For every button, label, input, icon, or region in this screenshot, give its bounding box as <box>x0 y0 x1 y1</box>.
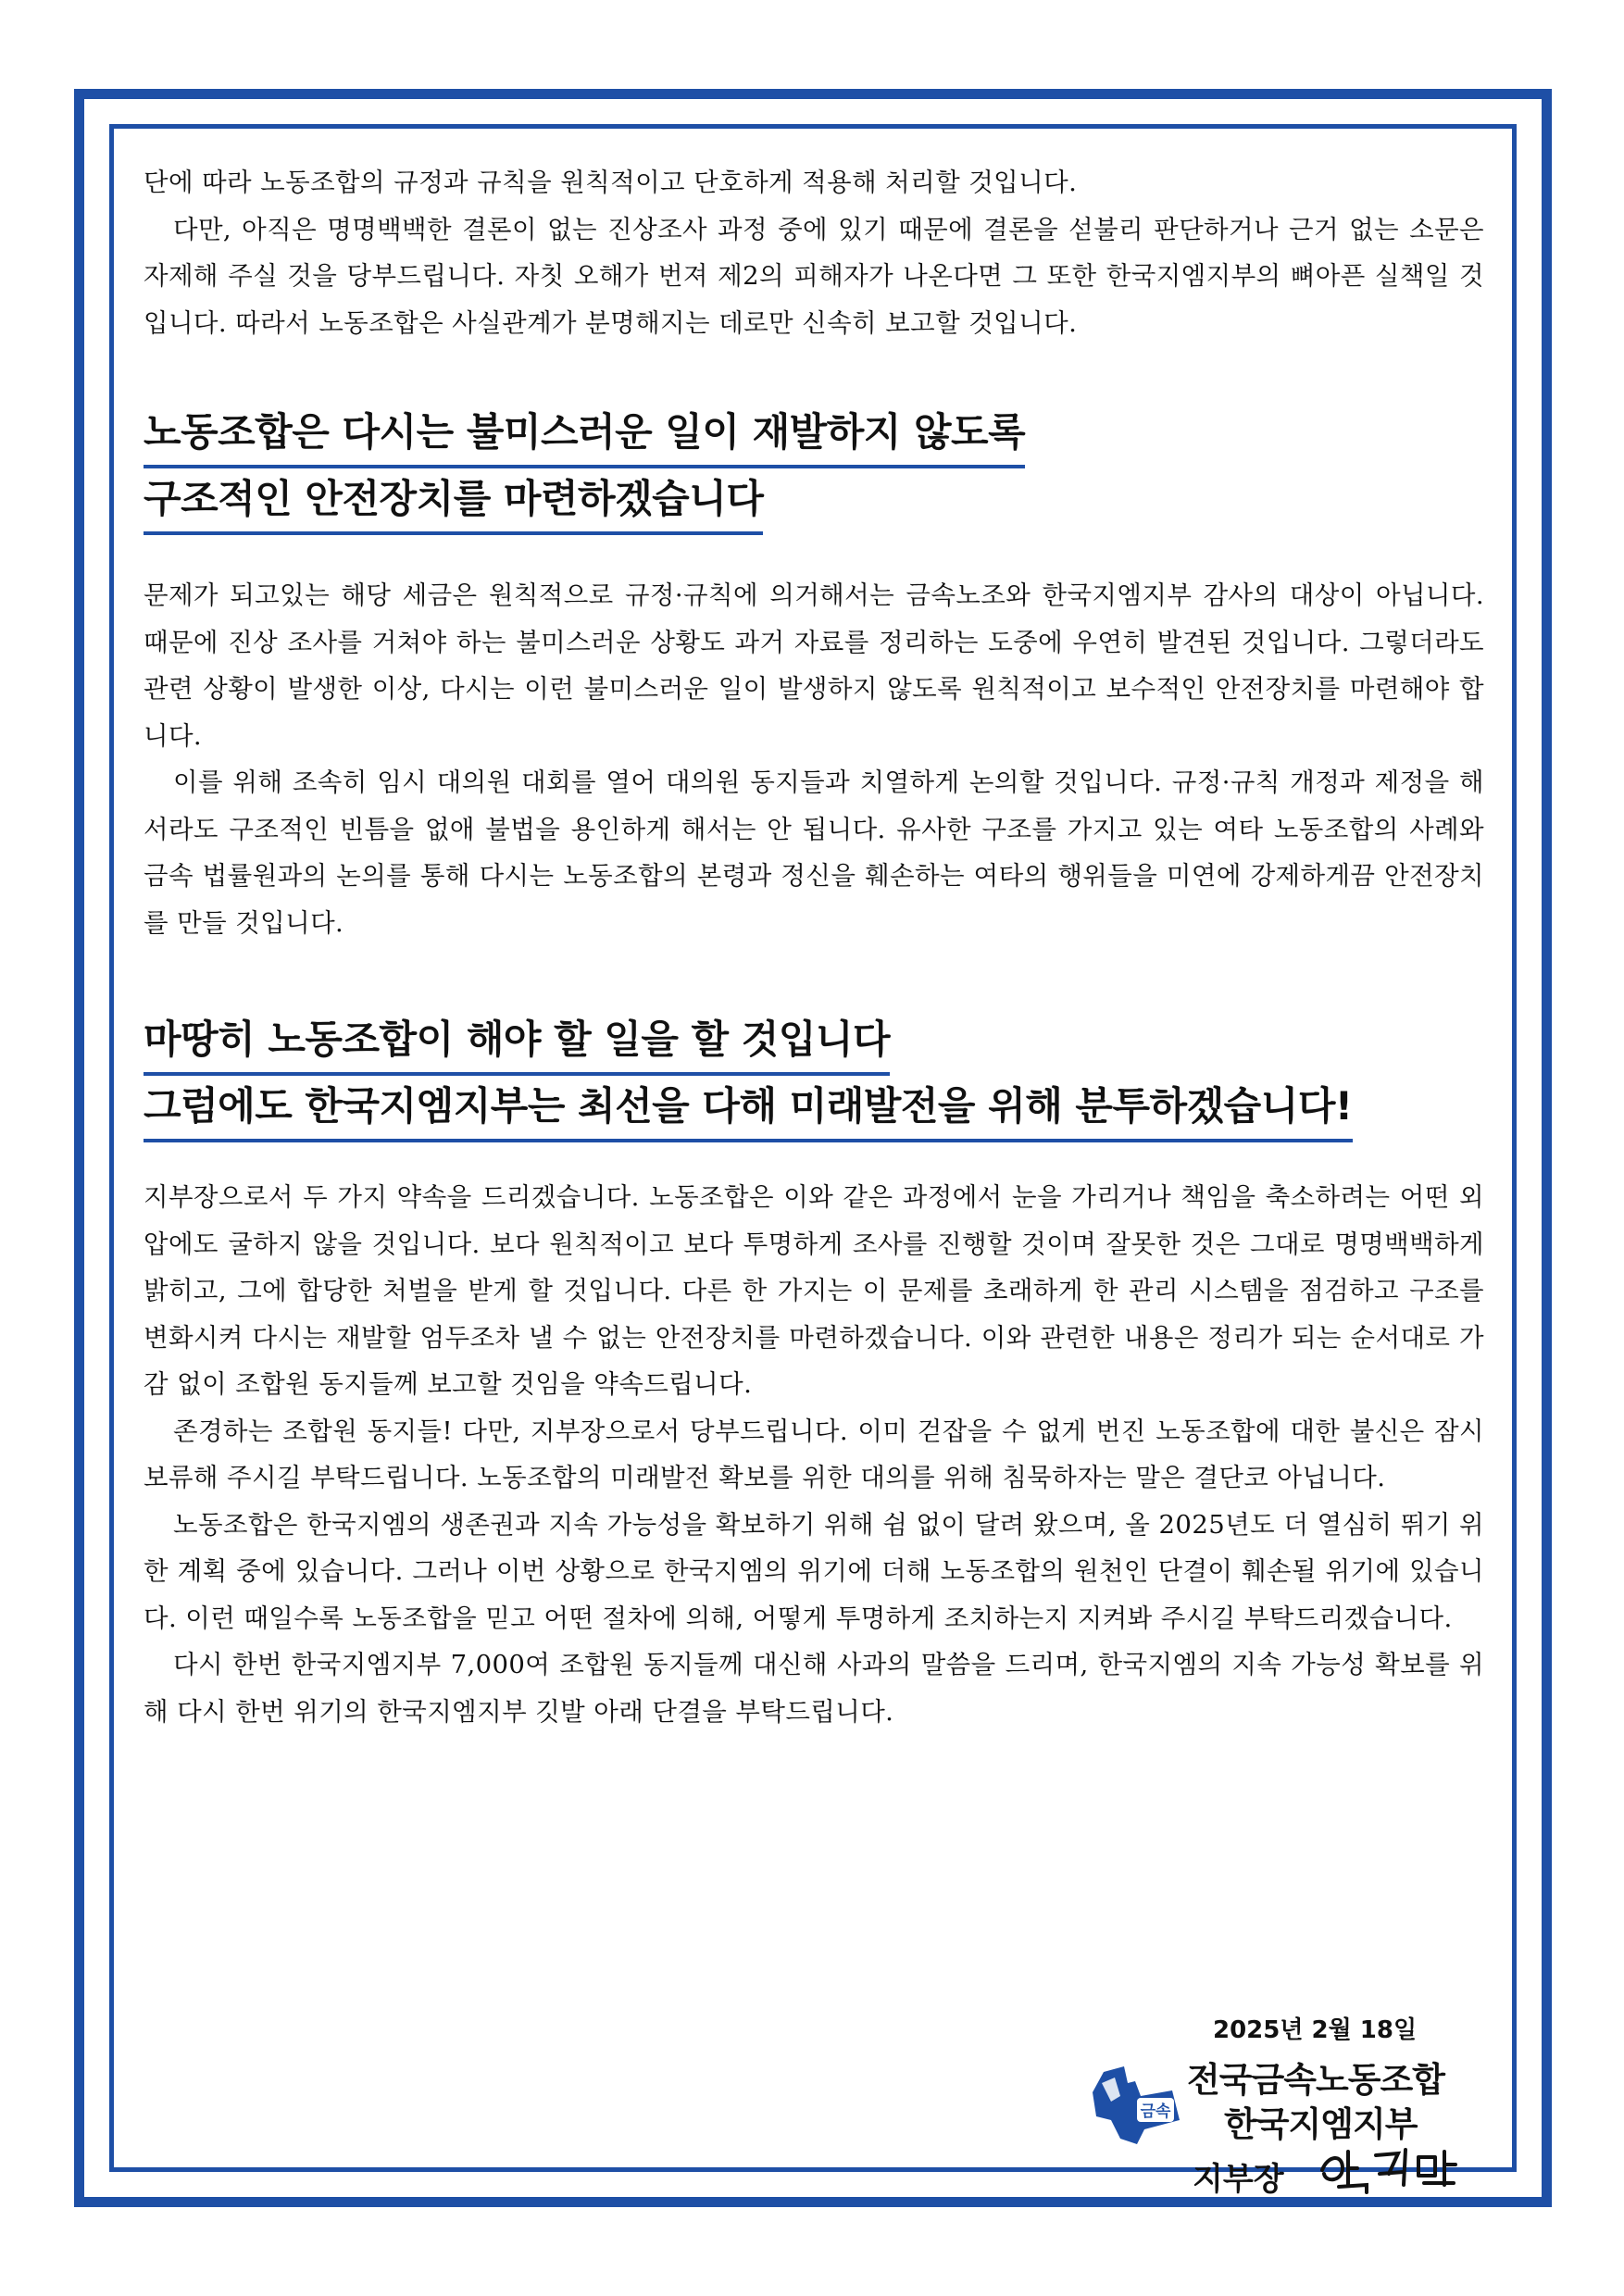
section2-heading <box>144 1009 1484 1142</box>
section2-paragraph-4: 다시 한번 한국지엠지부 7,000여 조합원 동지들께 대신해 사과의 말씀을 드리며, 한국지엠의 지속 가능성 확보를 위해 다시 한번 위기의 한국지엠지부 깃발 아래 단결을 부탁드립니다. <box>144 1650 1484 1727</box>
section1-paragraph-2: 이를 위해 조속히 임시 대의원 대회를 열어 대의원 동지들과 치열하게 논의할 것입니다. 규정·규칙 개정과 제정을 해서라도 구조적인 빈틈을 없애 불법을 용인하게 해서는 안 됩니다. 유사한 구조를 가지고 있는 여타 노동조합의 사례와 금속 법률원과의 논의를 통해 다시는 노동조합의 본령과 정신을 훼손하는 여타의 행위들을 미연에 강제하게끔 안전장치를 만들 것입니다. <box>144 767 1484 938</box>
document-date: 2025년 2월 18일 <box>1213 2016 1418 2044</box>
union-logo-icon <box>1083 2055 1187 2148</box>
handwritten-signature <box>1315 2142 1472 2194</box>
intro-paragraph-1: 단에 따라 노동조합의 규정과 규칙을 원칙적이고 단호하게 적용해 처리할 것입니다. <box>144 168 1078 197</box>
logo-text: 금속 <box>1140 2103 1171 2121</box>
intro-paragraph-2: 다만, 아직은 명명백백한 결론이 없는 진상조사 과정 중에 있기 때문에 결론을 섣불리 판단하거나 근거 없는 소문은 자제해 주실 것을 당부드립니다. 자칫 오해가 번져 제2의 피해자가 나온다면 그 또한 한국지엠지부의 뼈아픈 실책일 것입니다. 따라서 노동조합은 사실관계가 분명해지는 데로만 신속히 보고할 것입니다. <box>144 214 1484 338</box>
document-body <box>144 159 1484 1735</box>
org-name-line1: 전국금속노동조합 <box>1187 2060 1444 2100</box>
section1-paragraph-1: 문제가 되고있는 해당 세금은 원칙적으로 규정·규칙에 의거해서는 금속노조와 한국지엠지부 감사의 대상이 아닙니다. 때문에 진상 조사를 거쳐야 하는 불미스러운 상황도 과거 자료를 정리하는 도중에 우연히 발견된 것입니다. 그렇더라도 관련 상황이 발생한 이상, 다시는 이런 불미스러운 일이 발생하지 않도록 원칙적이고 보수적인 안전장치를 마련해야 합니다. <box>144 580 1484 751</box>
signer-title: 지부장 <box>1193 2161 1284 2198</box>
section1-heading <box>144 402 1484 535</box>
section2-paragraph-3: 노동조합은 한국지엠의 생존권과 지속 가능성을 확보하기 위해 쉼 없이 달려 왔으며, 올 2025년도 더 열심히 뛰기 위한 계획 중에 있습니다. 그러나 이번 상황으로 한국지엠의 위기에 더해 노동조합의 원천인 단결이 훼손될 위기에 있습니다. 이런 때일수록 노동조합을 믿고 어떤 절차에 의해, 어떻게 투명하게 조치하는지 지켜봐 주시길 부탁드리겠습니다. <box>144 1509 1484 1633</box>
section2-heading-line2: 그럼에도 한국지엠지부는 최선을 다해 미래발전을 위해 분투하겠습니다! <box>144 1076 1353 1142</box>
org-name-line2: 한국지엠지부 <box>1224 2104 1418 2144</box>
section1-heading-line2: 구조적인 안전장치를 마련하겠습니다 <box>144 468 763 535</box>
section1-heading-line1: 노동조합은 다시는 불미스러운 일이 재발하지 않도록 <box>144 402 1025 468</box>
section2-paragraph-1: 지부장으로서 두 가지 약속을 드리겠습니다. 노동조합은 이와 같은 과정에서 눈을 가리거나 책임을 축소하려는 어떤 외압에도 굴하지 않을 것입니다. 보다 원칙적이고 보다 투명하게 조사를 진행할 것이며 잘못한 것은 그대로 명명백백하게 밝히고, 그에 합당한 처벌을 받게 할 것입니다. 다른 한 가지는 이 문제를 초래하게 한 관리 시스템을 점검하고 구조를 변화시켜 다시는 재발할 엄두조차 낼 수 없는 안전장치를 마련하겠습니다. 이와 관련한 내용은 정리가 되는 순서대로 가감 없이 조합원 동지들께 보고할 것임을 약속드립니다. <box>144 1182 1484 1399</box>
section2-paragraph-2: 존경하는 조합원 동지들! 다만, 지부장으로서 당부드립니다. 이미 걷잡을 수 없게 번진 노동조합에 대한 불신은 잠시 보류해 주시길 부탁드립니다. 노동조합의 미래발전 확보를 위한 대의를 위해 침묵하자는 말은 결단코 아닙니다. <box>144 1416 1484 1492</box>
signature-block <box>1083 2052 1491 2198</box>
section2-heading-line1: 마땅히 노동조합이 해야 할 일을 할 것입니다 <box>144 1009 890 1076</box>
